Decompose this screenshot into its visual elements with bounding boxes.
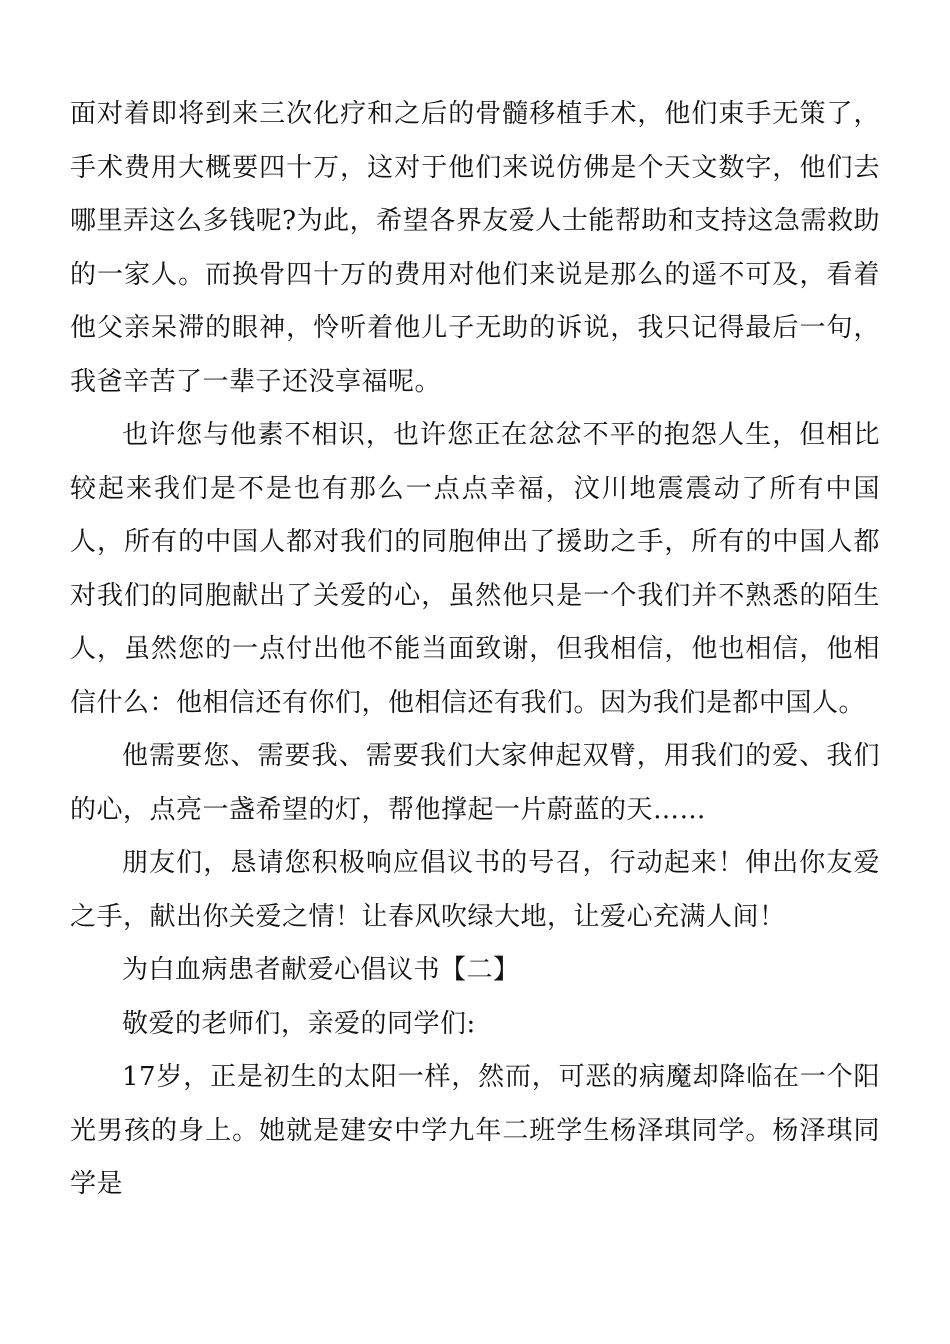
salutation: 敬爱的老师们，亲爱的同学们:: [122, 1008, 476, 1039]
paragraph-2: 也许您与他素不相识，也许您正在忿忿不平的抱怨人生，但相比较起来我们是不是也有那么一点点幸福，汶川地震震动了所有中国人，所有的中国人都对我们的同胞伸出了援助之手，所有的中国人都对我们的同胞献出了关爱的心，虽然他只是一个我们并不熟悉的陌生人，虽然您的一点付出他不能当面致谢，但我相信，他也相信，他相信什么：他相信还有你们，他相信还有我们。因为我们是都中国人。: [70, 420, 880, 718]
paragraph-4: 朋友们，恳请您积极响应倡议书的号召，行动起来！伸出你友爱之手，献出你关爱之情！让春风吹绿大地，让爱心充满人间！: [70, 848, 880, 932]
paragraph-7: 17岁，正是初生的太阳一样，然而，可恶的病魔却降临在一个阳光男孩的身上。她就是建安中学九年二班学生杨泽琪同学。杨泽琪同学是: [70, 1062, 880, 1199]
paragraph-3: 他需要您、需要我、需要我们大家伸起双臂，用我们的爱、我们的心，点亮一盏希望的灯，帮他撑起一片蔚蓝的天……: [70, 741, 880, 825]
paragraph-1: 面对着即将到来三次化疗和之后的骨髓移植手术，他们束手无策了，手术费用大概要四十万，这对于他们来说仿佛是个天文数字，他们去哪里弄这么多钱呢?为此，希望各界友爱人士能帮助和支持这急需救助的一家人。而换骨四十万的费用对他们来说是那么的遥不可及，看着他父亲呆滞的眼神，怜听着他儿子无助的诉说，我只记得最后一句，我爸辛苦了一辈子还没享福呢。: [70, 99, 880, 397]
document-page: [70, 88, 880, 1212]
section-heading: 为白血病患者献爱心倡议书【二】: [122, 955, 520, 985]
